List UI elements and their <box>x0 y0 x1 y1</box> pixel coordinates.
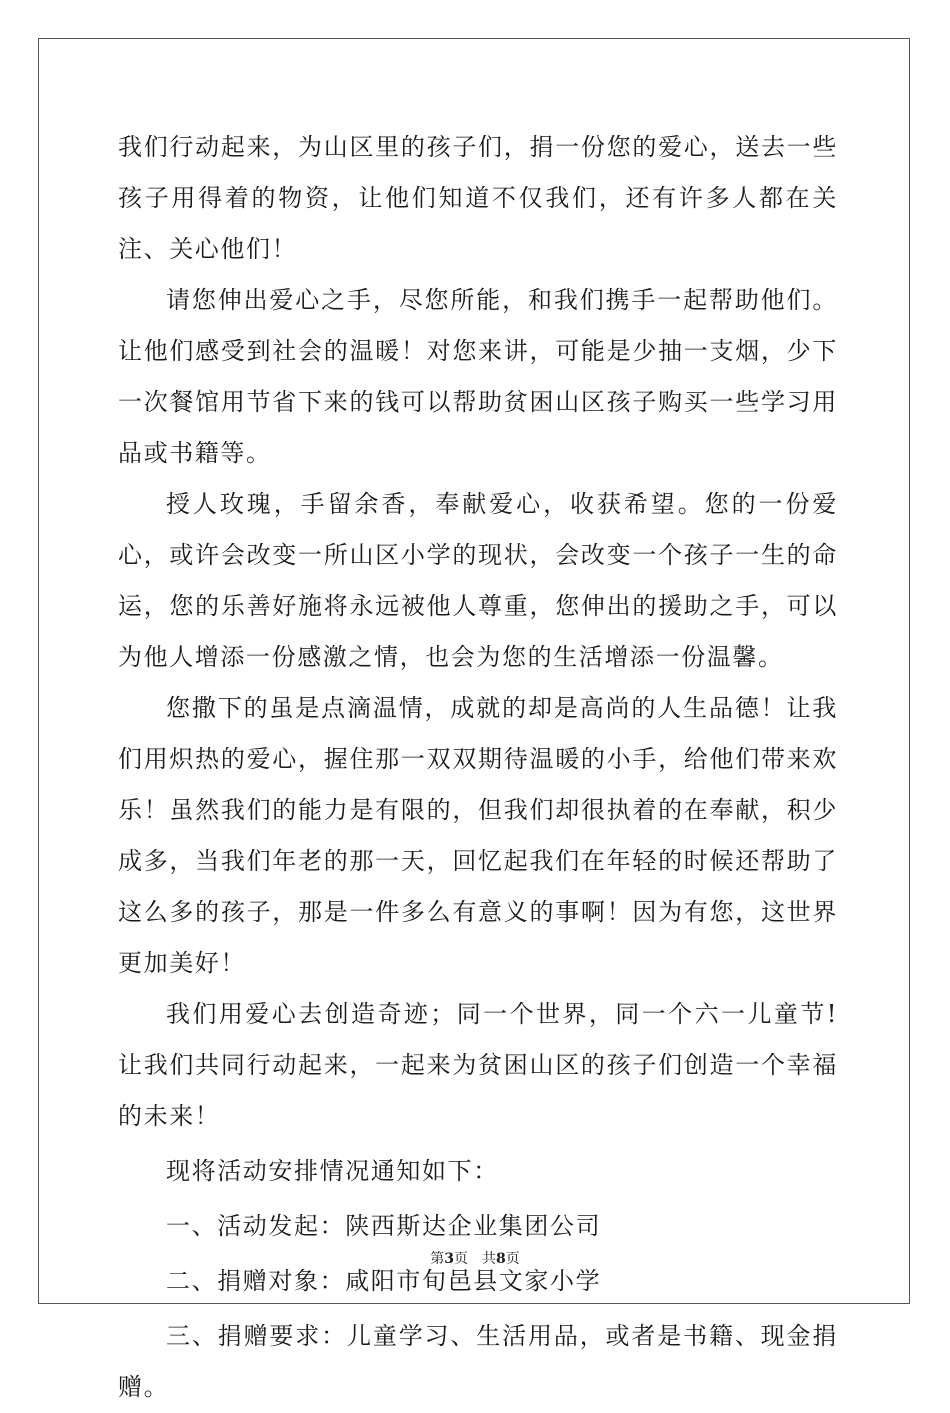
paragraph: 您撒下的虽是点滴温情，成就的却是高尚的人生品德！让我们用炽热的爱心，握住那一双双期待温暖的小手，给他们带来欢乐！虽然我们的能力是有限的，但我们却很执着的在奉献，积少成多，当我们年老的那一天，回忆起我们在年轻的时候还帮助了这么多的孩子，那是一件多么有意义的事啊！因为有您，这世界更加美好！ <box>118 694 838 977</box>
paragraph: 请您伸出爱心之手，尽您所能，和我们携手一起帮助他们。让他们感受到社会的温暖！对您来讲，可能是少抽一支烟，少下一次餐馆用节省下来的钱可以帮助贫困山区孩子购买一些学习用品或书籍等。 <box>118 286 838 467</box>
list-item: 三、捐赠要求：儿童学习、生活用品，或者是书籍、现金捐赠。 <box>118 1322 838 1401</box>
document-body <box>118 122 838 1413</box>
list-item: 一、活动发起：陕西斯达企业集团公司 <box>166 1212 602 1240</box>
footer-page-word: 页 <box>454 1251 468 1267</box>
paragraph: 我们用爱心去创造奇迹；同一个世界，同一个六一儿童节!让我们共同行动起来，一起来为贫困山区的孩子们创造一个幸福的未来！ <box>118 1000 838 1130</box>
footer-prefix: 第 <box>430 1251 445 1267</box>
footer-total-suffix: 页 <box>505 1251 520 1267</box>
list-item: 二、捐赠对象：咸阳市旬邑县文家小学 <box>166 1267 602 1295</box>
page-footer <box>0 1248 950 1268</box>
current-page-number: 3 <box>444 1251 454 1267</box>
paragraph: 我们行动起来，为山区里的孩子们，捐一份您的爱心，送去一些孩子用得着的物资，让他们知道不仅我们，还有许多人都在关注、关心他们！ <box>118 133 838 263</box>
paragraph: 授人玫瑰，手留余香，奉献爱心，收获希望。您的一份爱心，或许会改变一所山区小学的现状，会改变一个孩子一生的命运，您的乐善好施将永远被他人尊重，您伸出的援助之手，可以为他人增添一份感激之情，也会为您的生活增添一份温馨。 <box>118 490 838 671</box>
footer-total-prefix: 共 <box>482 1251 496 1267</box>
total-pages-number: 8 <box>496 1251 506 1267</box>
paragraph: 现将活动安排情况通知如下： <box>166 1157 499 1185</box>
